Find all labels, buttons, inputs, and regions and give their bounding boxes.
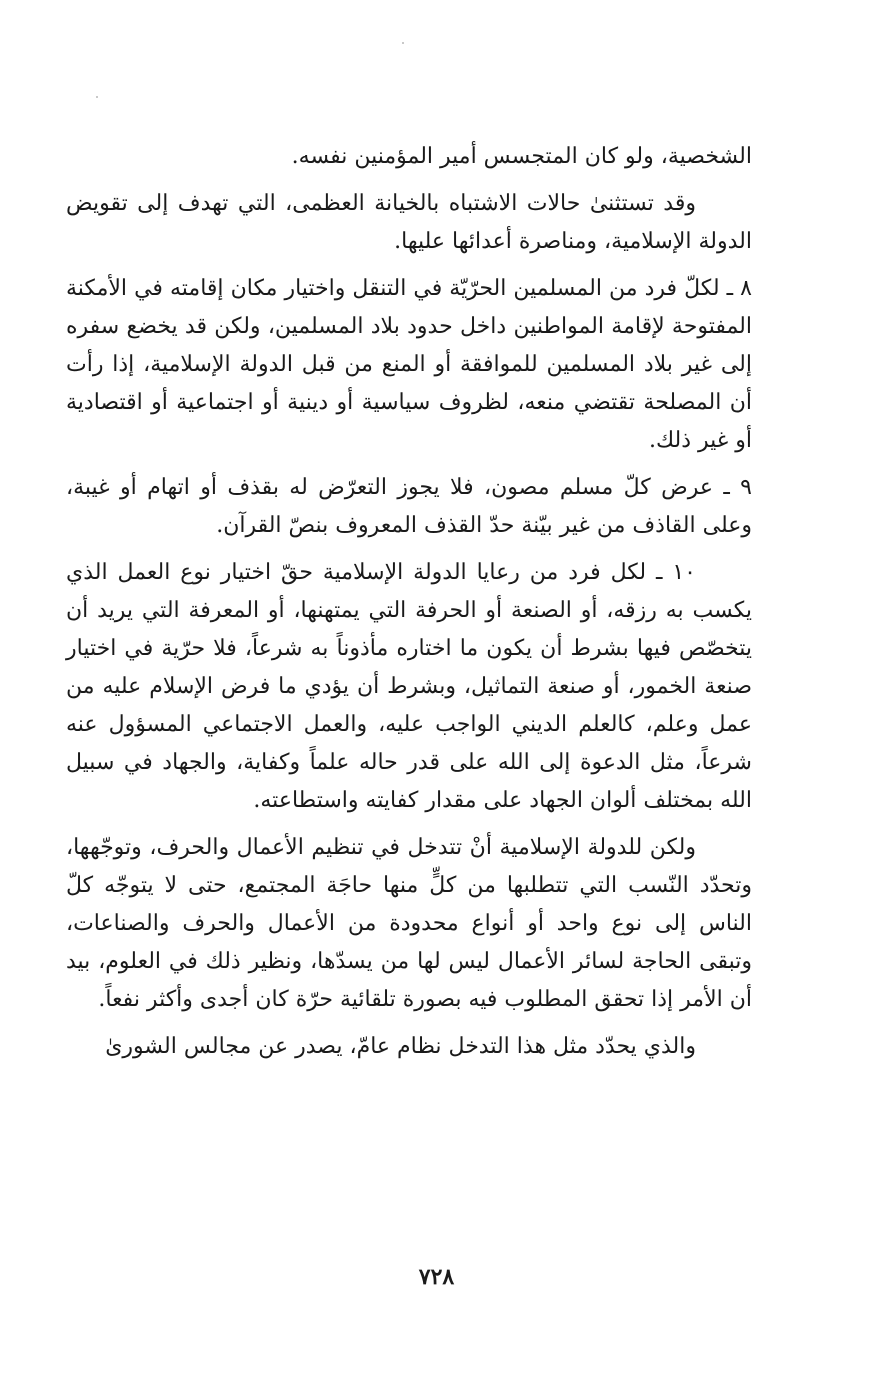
page-number: ٧٢٨ <box>418 1264 455 1290</box>
scan-speck <box>96 96 98 98</box>
paragraph-7: والذي يحدّد مثل هذا التدخل نظام عامّ، يصدر عن مجالس الشورىٰ <box>105 1034 696 1059</box>
paragraph-2: وقد تستثنىٰ حالات الاشتباه بالخيانة العظمى، التي تهدف إلى تقويض الدولة الإسلامية، ومناصرة أعدائها عليها. <box>66 191 752 254</box>
paragraph-3: ٨ ـ لكلّ فرد من المسلمين الحرّيّة في التنقل واختيار مكان إقامته في الأمكنة المفتوحة لإقامة المواطنين داخل حدود بلاد المسلمين، ولكن قد يخضع سفره إلى غير بلاد المسلمين للموافقة أو المنع من قبل الدولة الإسلامية، إذا رأت أن المصلحة تقتضي منعه، لظروف سياسية أو دينية أو اجتماعية أو اقتصادية أو غير ذلك. <box>66 276 752 453</box>
paragraph-6: ولكن للدولة الإسلامية أنْ تتدخل في تنظيم الأعمال والحرف، وتوجّهها، وتحدّد النّسب التي تتطلبها من كلٍّ منها حاجَة المجتمع، حتى لا يتوجّه كلّ الناس إلى نوع واحد أو أنواع محدودة من الأعمال والحرف والصناعات، وتبقى الحاجة لسائر الأعمال ليس لها من يسدّها، ونظير ذلك في العلوم، بيد أن الأمر إذا تحقق المطلوب فيه بصورة تلقائية حرّة كان أجدى وأكثر نفعاً. <box>66 835 752 1012</box>
paragraph-5: ١٠ ـ لكل فرد من رعايا الدولة الإسلامية حقّ اختيار نوع العمل الذي يكسب به رزقه، أو الصنعة أو الحرفة التي يمتهنها، أو المعرفة التي يريد أن يتخصّص فيها بشرط أن يكون ما اختاره مأذوناً به شرعاً، فلا حرّية في اختيار صنعة الخمور، أو صنعة التماثيل، وبشرط أن يؤدي ما فرض الإسلام عليه من عمل وعلم، كالعلم الديني الواجب عليه، والعمل الاجتماعي المسؤول عنه شرعاً، مثل الدعوة إلى الله على قدر حاله علماً وكفاية، والجهاد في سبيل الله بمختلف ألوان الجهاد على مقدار كفايته واستطاعته. <box>66 560 753 813</box>
paragraph-1: الشخصية، ولو كان المتجسس أمير المؤمنين نفسه. <box>291 144 752 169</box>
page-body <box>66 138 752 1075</box>
scan-speck <box>402 42 404 44</box>
paragraph-4: ٩ ـ عرض كلّ مسلم مصون، فلا يجوز التعرّض له بقذف أو اتهام أو غيبة، وعلى القاذف من غير بيّنة حدّ القذف المعروف بنصّ القرآن. <box>66 475 752 538</box>
